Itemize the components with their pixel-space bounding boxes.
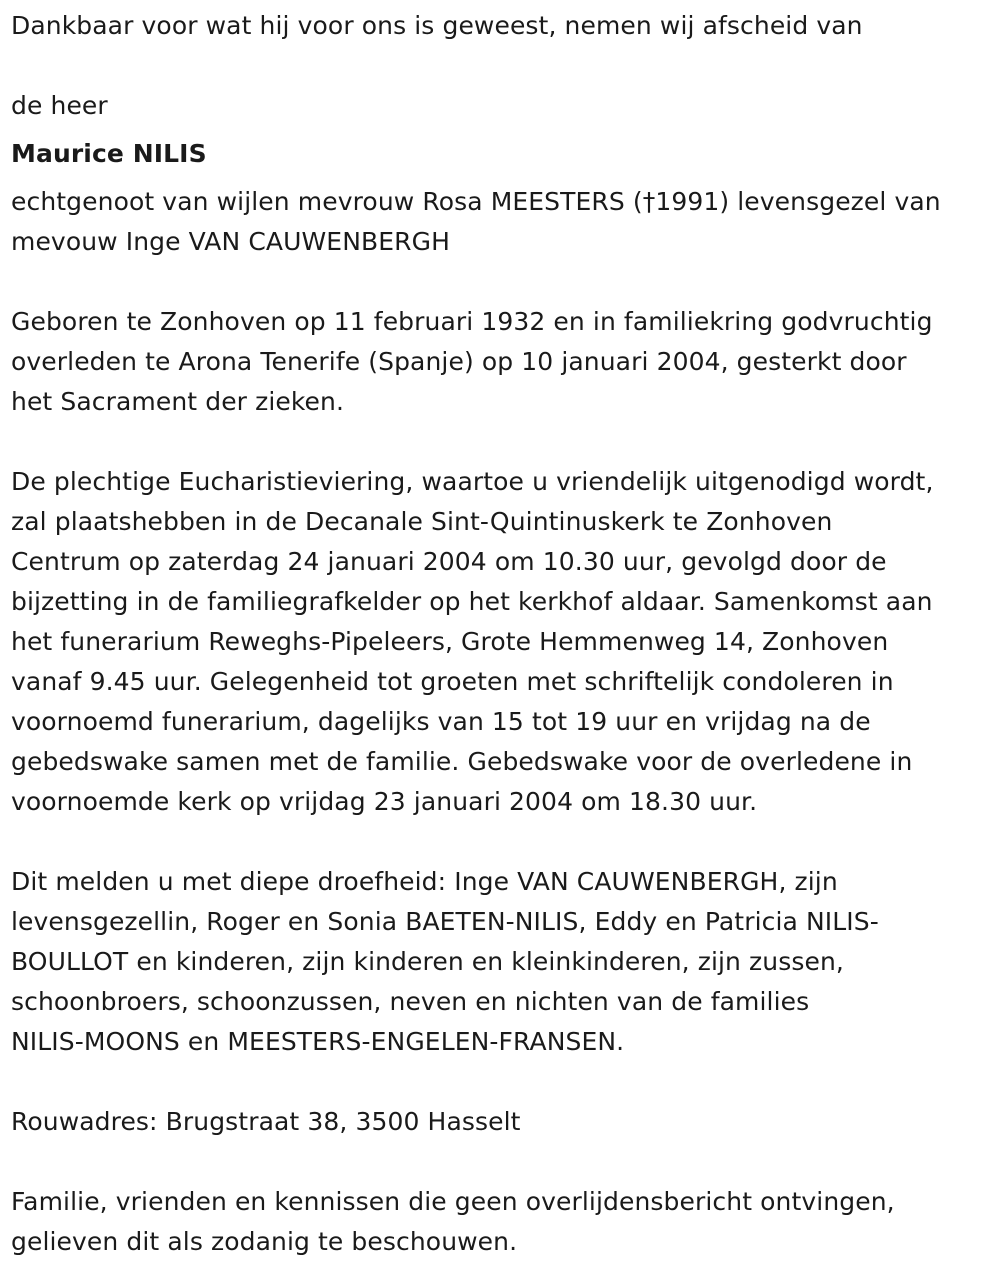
birth-death-paragraph: Geboren te Zonhoven op 11 februari 1932 en in familiekring godvruchtig overleden te Arona Tenerife (Spanje) op 10 januari 2004, gesterkt door het Sacrament der zieken. — [11, 307, 933, 416]
family-paragraph: Dit melden u met diepe droefheid: Inge VAN CAUWENBERGH, zijn levensgezellin, Roger en Sonia BAETEN-NILIS, Eddy en Patricia NILIS- BOULLOT en kinderen, zijn kinderen en kleinkinderen, zijn zussen, schoonbroers, schoonzussen, neven en nichten van de families NILIS-MOONS en MEESTERS-ENGELEN-FRANSEN. — [11, 867, 879, 1056]
mourning-address: Rouwadres: Brugstraat 38, 3500 Hasselt — [11, 1107, 521, 1136]
closing-paragraph: Familie, vrienden en kennissen die geen overlijdensbericht ontvingen, gelieven dit als zodanig te beschouwen. — [11, 1187, 895, 1256]
deceased-name: Maurice NILIS — [11, 139, 207, 168]
honorific: de heer — [11, 91, 108, 120]
service-paragraph: De plechtige Eucharistieviering, waartoe u vriendelijk uitgenodigd wordt, zal plaatshebben in de Decanale Sint-Quintinuskerk te Zonhoven Centrum op zaterdag 24 januari 2004 om 10.30 uur, gevolgd door de bijzetting in de familiegrafkelder op het kerkhof aldaar. Samenkomst aan het funerarium Reweghs-Pipeleers, Grote Hemmenweg 14, Zonhoven vanaf 9.45 uur. Gelegenheid tot groeten met schriftelijk condoleren in voornoemd funerarium, dagelijks van 15 tot 19 uur en vrijdag na de gebedswake samen met de familie. Gebedswake voor de overledene in voornoemde kerk op vrijdag 23 januari 2004 om 18.30 uur. — [11, 467, 934, 816]
intro-line: Dankbaar voor wat hij voor ons is geweest, nemen wij afscheid van — [11, 11, 863, 40]
spouse-paragraph: echtgenoot van wijlen mevrouw Rosa MEESTERS (†1991) levensgezel van mevouw Inge VAN CAUWENBERGH — [11, 187, 941, 256]
